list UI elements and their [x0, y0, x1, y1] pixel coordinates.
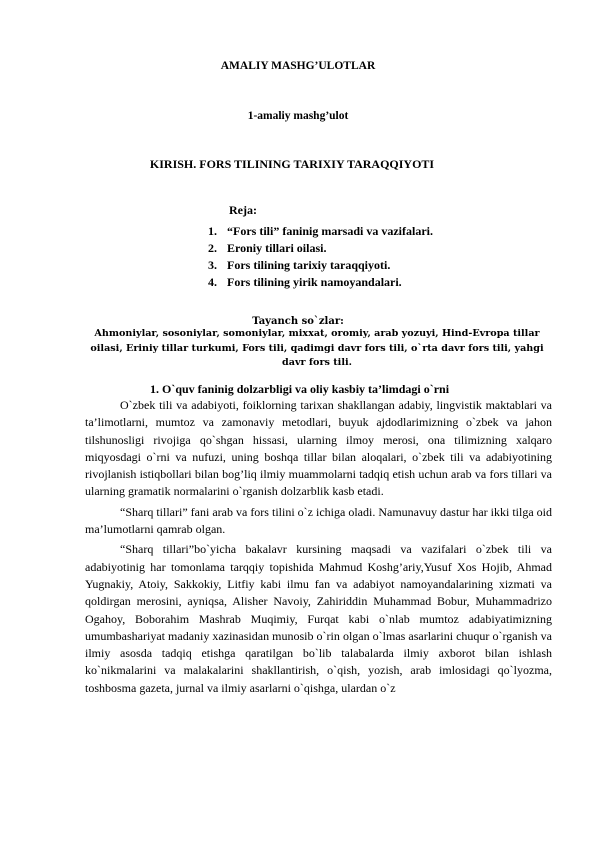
body-text [85, 397, 552, 700]
keywords-title: Tayanch so`zlar: [252, 316, 344, 327]
document-title: AMALIY MASHG’ULOTLAR [220, 60, 376, 72]
keywords-text: Ahmoniylar, sosoniylar, somoniylar, mixxat, oromiy, arab yozuyi, Hind-Evropa tillar oilasi, Eriniy tillar turkumi, Fors tili, qadimgi davr fors tili, o`rta davr fors tili, yahgi davr fors tili. [90, 328, 544, 368]
plan-item [208, 274, 433, 291]
plan-item-number: 1. [208, 224, 217, 238]
plan-item-text: “Fors tili” faninig marsadi va vazifalari. [227, 224, 433, 238]
paragraph: “Sharq tillari”bo`yicha bakalavr kursining maqsadi va vazifalari o`zbek tili va adabiyotinig har tomonlama tarqqiy topishida Mahmud Koshg’ariy,Yusuf Xos Hojib, Ahmad Yugnakiy, Atoiy, Sakkokiy, Litfiy kabi ilmu fan va adabiyot namoyandalarining xizmati va qoldirgan merosini, ayniqsa, Alisher Navoiy, Zahiriddin Muhammad Bobur, Muhammadrizo Ogahoy, Boborahim Mashrab Muqimiy, Furqat kabi o`nlab mumtoz adabiyatimizning umumbashariyat madaniy xazinasidan munosib o`rin olgan o`lmas asarlarini chuqur o`rganish va ilmiy asosda tadqiq etishga qaratilgan bo`lib talabalarda ilmiy axborot bilan ishlash ko`nikmalarini va malakalarini shakllantirish, o`qish, yozish, arab imlosidagi qo`lyozma, toshbosma gazeta, jurnal va ilmiy asarlarni o`qishga, ulardan o`z [85, 542, 552, 695]
plan-label: Reja: [229, 203, 257, 217]
plan-item-number: 3. [208, 258, 217, 272]
plan-item [208, 240, 433, 257]
paragraph: “Sharq tillari” fani arab va fors tilini o`z ichiga oladi. Namunavuy dastur har ikki tilga oid ma’lumotlarni qamrab olgan. [85, 504, 552, 537]
plan-item-text: Fors tilining yirik namoyandalari. [227, 275, 402, 289]
plan-item-number: 2. [208, 241, 217, 255]
topic-heading: KIRISH. FORS TILINING TARIXIY TARAQQIYOTI [149, 157, 435, 171]
lesson-subtitle: 1-amaliy mashg’ulot [247, 110, 349, 122]
section-heading: 1. O`quv faninig dolzarbligi va oliy kasbiy ta’limdagi o`rni [150, 382, 450, 396]
plan-item-number: 4. [208, 275, 217, 289]
plan-item [208, 257, 433, 274]
plan-item [208, 223, 433, 240]
plan-list [208, 223, 433, 291]
plan-item-text: Fors tilining tarixiy taraqqiyoti. [227, 258, 391, 272]
plan-item-text: Eroniy tillari oilasi. [227, 241, 327, 255]
paragraph: O`zbek tili va adabiyoti, foiklorning tarixan shakllangan adabiy, lingvistik maktablari va ta’limotlarni, mumtoz va zamonaviy metodlari, buyuk ajdodlarimizning o`zbek va jahon tilshunosligi rivojiga qo`shgan hissasi, ularning ilmoy merosi, ona tilimizning xalqaro miqyosdagi o`rni va nufuzi, uning boshqa tillar bilan aloqalari, o`zbek tili va adabiyotining rivojlanish istiqbollari bilan bog’liq ilmiy muammolarni tadqiq etish uchun arab va fors tillari va ularning gramatik normalarini o`rganish dolzarblik kasb etadi. [85, 398, 552, 499]
